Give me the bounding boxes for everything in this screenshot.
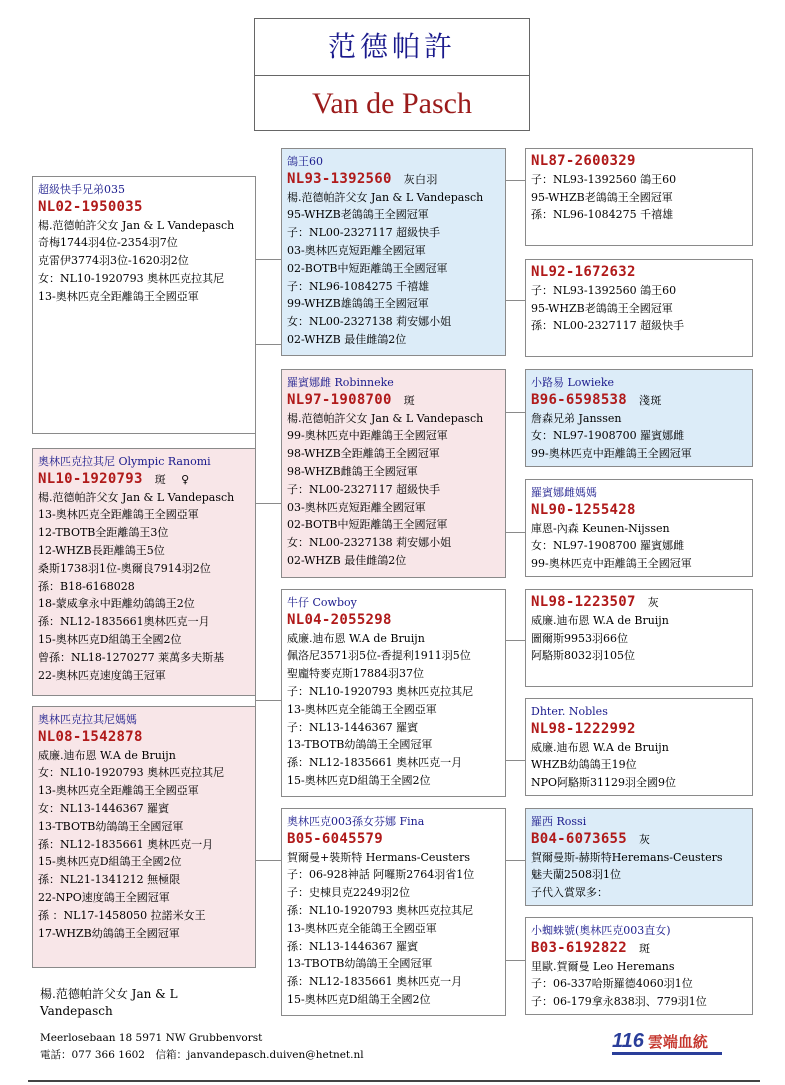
logo-text: 雲端血統 (647, 1033, 708, 1051)
pedigree-line: 15-奧林匹克D組鴿王全國2位 (287, 992, 431, 1006)
pedigree-line: 孫：NL00-2327117 超級快手 (531, 319, 685, 333)
ring-number: NL90-1255428 (531, 501, 636, 518)
footer-owner: 楊.范德帕許父女 Jan & L Vandepasch (40, 987, 178, 1018)
connector (505, 412, 525, 413)
pedigree-line: 子：NL13-1446367 羅賓 (287, 720, 419, 734)
footer-address: Meerlosebaan 18 5971 NW Grubbenvorst (40, 1032, 263, 1044)
ring-number: NL92-1672632 (531, 264, 636, 280)
pedigree-line: 庫恩-內森 Keunen-Nijssen (531, 521, 670, 535)
pigeon-card-mate-dam (32, 706, 256, 968)
pedigree-line: 女：NL00-2327138 莉安娜小姐 (287, 536, 452, 550)
pedigree-line: 子代入賞眾多： (531, 886, 608, 900)
feather-color: 斑 ♀ (154, 472, 190, 486)
pedigree-line: 13-奧林匹克全能鴿王全國亞軍 (287, 702, 437, 716)
pigeon-name: 奧林匹克003孫女芬娜 Fina (287, 815, 425, 828)
ring-number: NL97-1908700 (287, 391, 392, 408)
pedigree-line: 楊.范德帕許父女 Jan & L Vandepasch (38, 218, 235, 232)
pedigree-line: 15-奧林匹克D組鴿王全國2位 (287, 773, 431, 787)
ring-number: NL08-1542878 (38, 728, 143, 745)
pigeon-name: 奧林匹克拉其尼 Olympic Ranomi (38, 455, 211, 468)
logo (612, 1030, 722, 1056)
pedigree-line: 佩洛尼3571羽5位-香提利1911羽5位 (287, 649, 471, 663)
pedigree-line: 女：NL13-1446367 羅賓 (38, 801, 170, 815)
pedigree-line: 子：NL00-2327117 超級快手 (287, 482, 441, 496)
connector (505, 960, 525, 961)
pedigree-line: 95-WHZB老鴿鴿王全國冠軍 (287, 208, 429, 222)
pedigree-line: 奇梅1744羽4位-2354羽7位 (38, 236, 178, 250)
pedigree-line: 孫：NL12-1835661奧林匹克一月 (38, 615, 210, 629)
pedigree-line: 95-WHZB老鴿鴿王全國冠軍 (531, 301, 673, 315)
pedigree-line: 楊.范德帕許父女 Jan & L Vandepasch (287, 411, 484, 425)
pedigree-line: 孫：NL12-1835661 奧林匹克一月 (287, 975, 463, 989)
connector (505, 860, 525, 861)
feather-color: 灰白羽 (403, 172, 438, 186)
pedigree-line: 03-奧林匹克短距離全國冠軍 (287, 500, 426, 514)
pigeon-card-subject (32, 176, 256, 434)
connector (505, 640, 525, 641)
ring-number-row (531, 502, 747, 520)
pedigree-line: 孫：B18-6168028 (38, 579, 135, 593)
pedigree-line: 13-奧林匹克全能鴿王全國亞軍 (287, 921, 437, 935)
pigeon-card-mss (525, 589, 753, 687)
pedigree-line: 12-TBOTB全距離鴿王3位 (38, 526, 169, 540)
pigeon-name: Dhter. Nobles (531, 705, 608, 718)
title-english: Van de Pasch (312, 87, 472, 120)
pedigree-line: 22-奧林匹克速度鴿王冠軍 (38, 668, 166, 682)
ring-number: NL98-1222992 (531, 720, 636, 737)
pedigree-line: 孫：NL12-1835661 奧林匹克一月 (287, 756, 463, 770)
pedigree-line: 13-TBOTB幼鴿鴿王全國冠軍 (287, 957, 433, 971)
ring-number-row (287, 392, 500, 410)
pigeon-card-mds (525, 808, 753, 906)
pedigree-line: 99-奧林匹克中距離鴿王全國冠軍 (287, 429, 448, 443)
pigeon-card-ss (525, 148, 753, 246)
pedigree-line: 曾孫：NL18-1270277 莱萬多夫斯基 (38, 650, 225, 664)
pedigree-line: 12-WHZB長距離鴿王5位 (38, 543, 165, 557)
ring-number: B96-6598538 (531, 391, 628, 408)
pigeon-card-ds (525, 369, 753, 467)
connector (255, 344, 281, 345)
pigeon-card-sire (281, 148, 506, 356)
pigeon-name: 超級快手兄弟035 (38, 183, 125, 196)
connector (505, 180, 525, 181)
pedigree-line: 95-WHZB老鴿鴿王全國冠軍 (531, 190, 673, 204)
ring-number-row (531, 153, 747, 171)
bottom-rule (28, 1080, 760, 1082)
ring-number: NL04-2055298 (287, 611, 392, 628)
pedigree-line: 女：NL10-1920793 奧林匹克拉其尼 (38, 766, 225, 780)
pedigree-line: 99-奧林匹克中距離鴿王全國冠軍 (531, 447, 692, 461)
pedigree-line: NPO阿駱斯31129羽全國9位 (531, 776, 677, 790)
title-box (254, 18, 530, 131)
pedigree-line: 孫：NL96-1084275 千禧雄 (531, 208, 674, 222)
pedigree-line: 里歐.賀爾曼 Leo Heremans (531, 959, 675, 973)
pigeon-card-mdd (525, 917, 753, 1015)
pedigree-line: 98-WHZB全距離鴿王全國冠軍 (287, 447, 440, 461)
ring-number: NL93-1392560 (287, 170, 392, 187)
pedigree-line: 威廉.迪布恩 W.A de Bruijn (531, 613, 669, 627)
pedigree-line: 子：NL96-1084275 千禧雄 (287, 279, 430, 293)
pigeon-card-dd (525, 479, 753, 577)
pedigree-line: 聖龐特麥克斯17884羽37位 (287, 667, 424, 681)
pedigree-line: 13-奧林匹克全距離鴿王全國亞軍 (38, 784, 199, 798)
ring-number: B04-6073655 (531, 830, 628, 847)
pedigree-line: WHZB幼鴿鴿王19位 (531, 758, 637, 772)
ring-number-row (38, 199, 250, 217)
pedigree-line: 13-奧林匹克全距離鴿王全國亞軍 (38, 508, 199, 522)
pedigree-line: 99-奧林匹克中距離鴿王全國冠軍 (531, 557, 692, 571)
pigeon-name: 小路易 Lowieke (531, 376, 615, 389)
pedigree-line: 桑斯1738羽1位-奧爾良7914羽2位 (38, 561, 211, 575)
connector (255, 860, 281, 861)
connector (255, 259, 281, 260)
pigeon-name: 羅賓娜雌 Robinneke (287, 376, 394, 389)
pedigree-line: 阿駱斯8032羽105位 (531, 649, 635, 663)
pigeon-name: 奧林匹克拉其尼媽媽 (38, 713, 137, 726)
feather-color: 淺斑 (639, 393, 662, 407)
pedigree-line: 孫：NL10-1920793 奧林匹克拉其尼 (287, 903, 474, 917)
pigeon-card-mate (32, 448, 256, 696)
pedigree-line: 02-BOTB中短距離鴿王全國冠軍 (287, 261, 448, 275)
feather-color: 斑 (639, 941, 651, 955)
pedigree-line: 22-NPO速度鴿王全國冠軍 (38, 890, 170, 904)
pedigree-line: 孫：NL21-1341212 無極限 (38, 873, 181, 887)
pedigree-line: 子：NL93-1392560 鴿王60 (531, 172, 677, 186)
footer-contact: 電話：077 366 1602 信箱：janvandepasch.duiven@hetnet.nl (40, 1049, 364, 1061)
ring-number-row (531, 831, 747, 849)
pedigree-line: 17-WHZB幼鴿鴿王全國冠軍 (38, 926, 180, 940)
pedigree-line: 威廉.迪布恩 W.A de Bruijn (531, 740, 669, 754)
pedigree-line: 克雷伊3774羽3位-1620羽2位 (38, 254, 189, 268)
pedigree-line: 13-奧林匹克全距離鴿王全國亞軍 (38, 289, 199, 303)
pedigree-line: 02-BOTB中短距離鴿王全國冠軍 (287, 518, 448, 532)
pigeon-card-msd (525, 698, 753, 796)
pigeon-card-mate-dam-dam (281, 808, 506, 1016)
pigeon-name: 鴿王60 (287, 155, 323, 168)
ring-number-row (531, 264, 747, 282)
ring-number: NL98-1223507 (531, 594, 636, 610)
pedigree-line: 魅夫蘭2508羽1位 (531, 868, 621, 882)
pedigree-line: 99-WHZB雄鴿鴿王全國冠軍 (287, 297, 429, 311)
pedigree-line: 15-奧林匹克D組鴿王全國2位 (38, 632, 182, 646)
pigeon-card-sd (525, 259, 753, 357)
pedigree-line: 18-蒙威拿永中距離幼鴿鴿王2位 (38, 597, 195, 611)
pedigree-line: 詹森兄弟 Janssen (531, 411, 622, 425)
pedigree-line: 子：史棟貝克2249羽2位 (287, 886, 410, 900)
pedigree-line: 98-WHZB雌鴿王全國冠軍 (287, 464, 418, 478)
logo-underline (612, 1052, 722, 1055)
pedigree-line: 賀爾曼斯-赫斯特Heremans-Ceusters (531, 850, 723, 864)
pedigree-line: 女：NL00-2327138 莉安娜小姐 (287, 315, 452, 329)
pedigree-line: 子：NL10-1920793 奧林匹克拉其尼 (287, 684, 474, 698)
pedigree-line: 13-TBOTB幼鴿鴿王全國冠軍 (287, 738, 433, 752)
pedigree-line: 女：NL97-1908700 羅賓娜雌 (531, 539, 685, 553)
pedigree-line: 楊.范德帕許父女 Jan & L Vandepasch (287, 190, 484, 204)
pedigree-line: 02-WHZB 最佳雌鴿2位 (287, 332, 407, 346)
connector (505, 300, 525, 301)
pedigree-line: 子：06-179拿永838羽、779羽1位 (531, 995, 707, 1009)
pedigree-line: 威廉.迪布恩 W.A de Bruijn (287, 631, 425, 645)
ring-number: NL10-1920793 (38, 470, 143, 487)
connector (255, 700, 281, 701)
pigeon-name: 羅西 Rossi (531, 815, 587, 828)
pigeon-name: 羅賓娜雌媽媽 (531, 486, 597, 499)
ring-number-row (38, 729, 250, 747)
pedigree-line: 子：NL00-2327117 超級快手 (287, 226, 441, 240)
ring-number-row (531, 721, 747, 739)
pigeon-name: 牛仔 Cowboy (287, 596, 357, 609)
pedigree-line: 子：06-337哈斯羅德4060羽1位 (531, 977, 693, 991)
pedigree-line: 02-WHZB 最佳雌鴿2位 (287, 553, 407, 567)
feather-color: 灰 (647, 596, 660, 609)
pedigree-line: 女：NL97-1908700 羅賓娜雌 (531, 429, 685, 443)
connector (505, 532, 525, 533)
footer-address-block (40, 1030, 364, 1064)
ring-number-row (287, 171, 500, 189)
pedigree-line: 15-奧林匹克D組鴿王全國2位 (38, 855, 182, 869)
pedigree-line: 賀爾曼+裝斯特 Hermans-Ceusters (287, 850, 470, 864)
pedigree-line: 圖爾斯9953羽66位 (531, 631, 628, 645)
pedigree-line: 孫 ：NL17-1458050 拉諾米女王 (38, 908, 206, 922)
pigeon-card-dam (281, 369, 506, 578)
pedigree-line: 楊.范德帕許父女 Jan & L Vandepasch (38, 490, 235, 504)
feather-color: 灰 (639, 832, 651, 846)
connector (505, 760, 525, 761)
ring-number-row (531, 392, 747, 410)
ring-number: NL02-1950035 (38, 198, 143, 215)
pedigree-line: 子：06-928神話 阿囉斯2764羽省1位 (287, 868, 475, 882)
pedigree-line: 孫：NL12-1835661 奧林匹克一月 (38, 837, 214, 851)
ring-number: NL87-2600329 (531, 153, 636, 169)
pedigree-line: 威廉.迪布恩 W.A de Bruijn (38, 748, 176, 762)
ring-number-row (531, 594, 747, 612)
pedigree-line: 女：NL10-1920793 奧林匹克拉其尼 (38, 271, 225, 285)
title-chinese: 范德帕許 (255, 19, 529, 76)
pigeon-card-mate-sire (281, 589, 506, 797)
pedigree-line: 13-TBOTB幼鴿鴿王全國冠軍 (38, 819, 184, 833)
ring-number-row (287, 612, 500, 630)
ring-number: B05-6045579 (287, 830, 384, 847)
logo-number: 116 (612, 1030, 644, 1052)
connector (255, 503, 281, 504)
feather-color: 斑 (403, 393, 416, 407)
pigeon-name: 小蜘蛛號(奧林匹克003直女) (531, 924, 671, 937)
pedigree-line: 子：NL93-1392560 鴿王60 (531, 283, 677, 297)
ring-number-row (531, 940, 747, 958)
pedigree-line: 03-奧林匹克短距離全國冠軍 (287, 243, 426, 257)
ring-number-row (287, 831, 500, 849)
pedigree-line: 孫：NL13-1446367 羅賓 (287, 939, 419, 953)
ring-number-row (38, 471, 250, 489)
ring-number: B03-6192822 (531, 939, 628, 956)
